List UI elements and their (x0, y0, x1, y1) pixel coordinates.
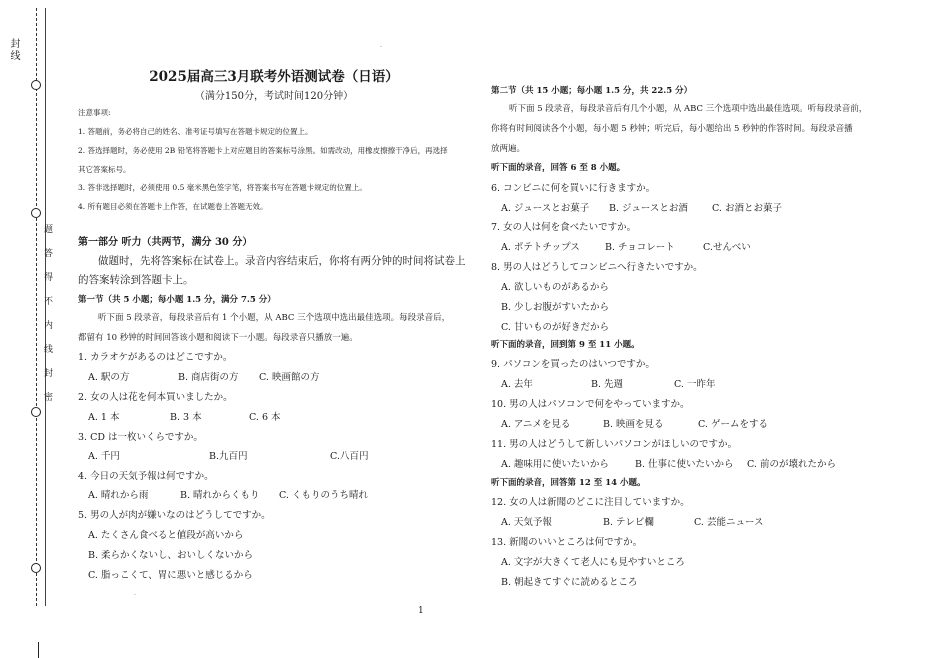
note-item: 其它答案标号。 (78, 165, 131, 174)
option-6a: A. ジュースとお菓子 (501, 203, 590, 214)
option-9a: A. 去年 (501, 379, 533, 390)
option-4a: A. 晴れから雨 (88, 490, 149, 501)
option-13a: A. 文字が大きくて老人にも見やすいところ (501, 557, 685, 568)
section2-intro-line: 放两遍。 (491, 144, 526, 154)
option-8c: C. 甘いものが好きだから (501, 322, 609, 333)
binding-margin (0, 0, 60, 658)
question-3: 3. CD は一枚いくらですか。 (78, 432, 203, 443)
notes-heading: 注意事项: (78, 108, 111, 117)
note-item: 2. 答选择题时，务必使用 2B 铅笔将答题卡上对应题目的答案标号涂黑。如需改动，用橡皮擦擦干净后，再选择 (78, 146, 448, 155)
binding-hole (31, 208, 41, 218)
option-2b: B. 3 本 (170, 412, 202, 423)
section2-intro-line: 听下面 5 段录音，每段录音后有几个小题，从 ABC 三个选项中选出最佳选项。听每段录音前， (509, 104, 868, 114)
note-item: 1. 答题前，务必将自己的姓名、准考证号填写在答题卡规定的位置上。 (78, 127, 313, 136)
binding-notice-char: 题 (44, 225, 54, 235)
option-3a: A. 千円 (88, 451, 120, 462)
option-3b: B.九百円 (209, 451, 248, 462)
binding-hole (31, 80, 41, 90)
binding-notice-char: 密 (44, 393, 54, 403)
option-1a: A. 駅の方 (88, 372, 130, 383)
part1-heading: 第一部分 听力（共两节，满分 30 分） (78, 237, 253, 248)
dashed-cut-line (36, 8, 37, 606)
question-5: 5. 男の人が肉が嫌いなのはどうしてですか。 (78, 510, 271, 521)
binding-notice-char: 得 (44, 273, 54, 283)
exam-subtitle: （满分150分，考试时间120分钟） (194, 91, 354, 102)
option-13b: B. 朝起きてすぐに読めるところ (501, 577, 638, 588)
option-4c: C. くもりのうち晴れ (279, 490, 368, 501)
option-9b: B. 先週 (591, 379, 624, 390)
corner-mark (38, 642, 39, 658)
option-10c: C. ゲームをする (698, 419, 768, 430)
question-13: 13. 新聞のいいところは何ですか。 (491, 537, 643, 548)
question-2: 2. 女の人は花を何本買いましたか。 (78, 392, 233, 403)
option-8a: A. 欲しいものがあるから (501, 282, 609, 293)
group-heading: 听下面的录音，回到第 9 至 11 小题。 (491, 340, 640, 350)
option-5b: B. 柔らかくないし、おいしくないから (88, 550, 254, 561)
option-11a: A. 趣味用に使いたいから (501, 459, 609, 470)
option-2c: C. 6 本 (249, 412, 281, 423)
question-9: 9. パソコンを買ったのはいつですか。 (491, 359, 655, 370)
question-4: 4. 今日の天気予報は何ですか。 (78, 471, 214, 482)
option-7c: C.せんべい (703, 242, 751, 253)
option-1b: B. 商店街の方 (178, 372, 239, 383)
option-3c: C.八百円 (330, 451, 369, 462)
option-8b: B. 少しお腹がすいたから (501, 302, 610, 313)
option-12b: B. テレビ欄 (603, 517, 654, 528)
section1-intro-line: 听下面 5 段录音，每段录音后有 1 个小题，从 ABC 三个选项中选出最佳选项。每段录音后， (98, 313, 451, 323)
part1-intro-line: 的答案转涂到答题卡上。 (78, 274, 194, 286)
binding-top-label: 封线 (8, 38, 19, 62)
option-6c: C. お酒とお菓子 (712, 203, 782, 214)
option-7b: B. チョコレート (605, 242, 675, 253)
part1-intro-line: 做题时，先将答案标在试卷上。录音内容结束后，你将有两分钟的时间将试卷上 (98, 255, 466, 267)
section2-heading: 第二节（共 15 小题；每小题 1.5 分，共 22.5 分） (491, 86, 693, 96)
option-7a: A. ポテトチップス (501, 242, 580, 253)
binding-border-line (45, 8, 46, 606)
question-1: 1. カラオケがあるのはどこですか。 (78, 352, 233, 363)
question-10: 10. 男の人はパソコンで何をやっていますか。 (491, 399, 690, 410)
option-10b: B. 映画を見る (603, 419, 664, 430)
binding-notice-char: 线 (44, 345, 54, 355)
binding-hole (31, 563, 41, 573)
question-8: 8. 男の人はどうしてコンビニへ行きたいですか。 (491, 262, 703, 273)
option-6b: B. ジュースとお酒 (609, 203, 688, 214)
option-10a: A. アニメを見る (501, 419, 571, 430)
exam-title: 2025届高三3月联考外语测试卷（日语） (149, 69, 399, 85)
option-5c: C. 脂っこくて、胃に悪いと感じるから (88, 570, 253, 581)
question-11: 11. 男の人はどうして新しいパソコンがほしいのですか。 (491, 439, 737, 450)
stray-dot: · (134, 592, 136, 599)
section2-intro-line: 你将有时间阅读各个小题，每小题 5 秒钟；听完后，每小题给出 5 秒钟的作答时间。每段录音播 (491, 124, 853, 134)
question-6: 6. コンビニに何を買いに行きますか。 (491, 183, 656, 194)
note-item: 4. 所有题目必须在答题卡上作答，在试题卷上答题无效。 (78, 202, 268, 211)
group-heading: 听下面的录音，回答第 12 至 14 小题。 (491, 478, 646, 488)
option-11c: C. 前のが壊れたから (747, 459, 836, 470)
group-heading: 听下面的录音，回答 6 至 8 小题。 (491, 163, 626, 173)
option-12c: C. 芸能ニュース (694, 517, 764, 528)
binding-notice-char: 内 (44, 321, 54, 331)
option-9c: C. 一昨年 (674, 379, 716, 390)
option-11b: B. 仕事に使いたいから (635, 459, 734, 470)
binding-notice-char: 封 (44, 369, 54, 379)
question-7: 7. 女の人は何を食べたいですか。 (491, 222, 637, 233)
option-4b: B. 晴れからくもり (180, 490, 260, 501)
binding-notice-char: 答 (44, 249, 54, 259)
binding-notice-char: 不 (44, 297, 54, 307)
section1-heading: 第一节（共 5 小题；每小题 1.5 分，满分 7.5 分） (78, 295, 276, 305)
page-number: 1 (418, 606, 424, 616)
option-12a: A. 天気予報 (501, 517, 552, 528)
option-1c: C. 映画館の方 (259, 372, 320, 383)
section1-intro-line: 都留有 10 秒钟的时间回答该小题和阅读下一小题。每段录音只播放一遍。 (78, 333, 358, 343)
note-item: 3. 答非选择题时，必须使用 0.5 毫米黑色签字笔，将答案书写在答题卡规定的位置上。 (78, 183, 367, 192)
stray-dot: · (380, 44, 382, 51)
question-12: 12. 女の人は新聞のどこに注目していますか。 (491, 497, 690, 508)
option-2a: A. 1 本 (88, 412, 120, 423)
binding-hole (31, 407, 41, 417)
option-5a: A. たくさん食べると値段が高いから (88, 530, 244, 541)
